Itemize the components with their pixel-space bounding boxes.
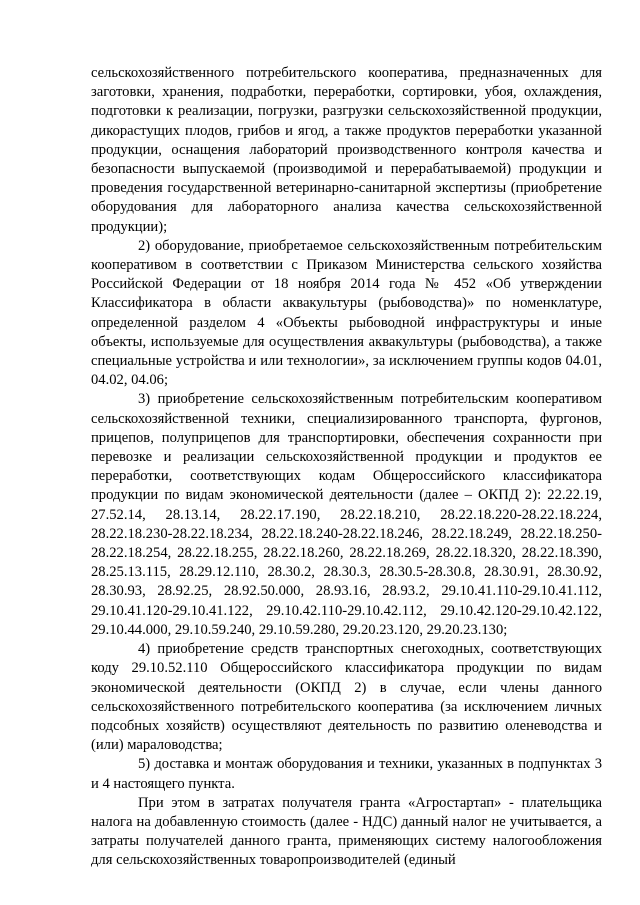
paragraph-item-4: 4) приобретение средств транспортных снегоходных, соответствующих коду 29.10.52.110 Общероссийского классификатора продукции по видам экономической деятельности (ОКПД 2) в случае, если члены данного сельскохозяйственного потребительского кооператива (за исключением личных подсобных хозяйств) осуществляют деятельность по развитию оленеводства и (или) мараловодства;	[91, 641, 602, 754]
paragraph-item-5: 5) доставка и монтаж оборудования и техники, указанных в подпунктах 3 и 4 настоящего пункта.	[91, 756, 602, 792]
paragraph-item-3: 3) приобретение сельскохозяйственным потребительским кооперативом сельскохозяйственной техники, специализированного транспорта, фургонов, прицепов, полуприцепов для транспортировки, обеспечения сохранности при перевозке и реализации сельскохозяйственной продукции и продуктов ее переработки, соответствующих кодам Общероссийского классификатора продукции по видам экономической деятельности (далее – ОКПД 2): 22.22.19, 27.52.14, 28.13.14, 28.22.17.190, 28.22.18.210, 28.22.18.220-28.22.18.224, 28.22.18.230-28.22.18.234, 28.22.18.240-28.22.18.246, 28.22.18.249, 28.22.18.250-28.22.18.254, 28.22.18.255, 28.22.18.260, 28.22.18.269, 28.22.18.320, 28.22.18.390, 28.25.13.115, 28.29.12.110, 28.30.2, 28.30.3, 28.30.5-28.30.8, 28.30.91, 28.30.92, 28.30.93, 28.92.25, 28.92.50.000, 28.93.16, 28.93.2, 29.10.41.110-29.10.41.112, 29.10.41.120-29.10.41.122, 29.10.42.110-29.10.42.112, 29.10.42.120-29.10.42.122, 29.10.44.000, 29.10.59.240, 29.10.59.280, 29.20.23.120, 29.20.23.130;	[91, 391, 602, 638]
paragraph-item-2: 2) оборудование, приобретаемое сельскохозяйственным потребительским кооперативом в соответствии с Приказом Министерства сельского хозяйства Российской Федерации от 18 ноября 2014 года № 452 «Об утверждении Классификатора в области аквакультуры (рыбоводства)» по номенклатуре, определенной разделом 4 «Объекты рыбоводной инфраструктуры и иные объекты, используемые для осуществления аквакультуры (рыбоводства), а также специальные устройства и или технологии», за исключением группы кодов 04.01, 04.02, 04.06;	[91, 237, 602, 389]
document-body	[91, 64, 602, 871]
paragraph-vat-note: При этом в затратах получателя гранта «Агростартап» - плательщика налога на добавленную стоимость (далее - НДС) данный налог не учитывается, а затраты получателей данного гранта, применяющих систему налогообложения для сельскохозяйственных товаропроизводителей (единый	[91, 794, 602, 869]
paragraph-continuation: сельскохозяйственного потребительского кооператива, предназначенных для заготовки, хранения, подработки, переработки, сортировки, убоя, охлаждения, подготовки к реализации, погрузки, разгрузки сельскохозяйственной продукции, дикорастущих плодов, грибов и ягод, а также продуктов переработки указанной продукции, оснащения лабораторий производственного контроля качества и безопасности выпускаемой (производимой и перерабатываемой) продукции и проведения государственной ветеринарно-санитарной экспертизы (приобретение оборудования для лабораторного анализа качества сельскохозяйственной продукции);	[91, 65, 602, 235]
